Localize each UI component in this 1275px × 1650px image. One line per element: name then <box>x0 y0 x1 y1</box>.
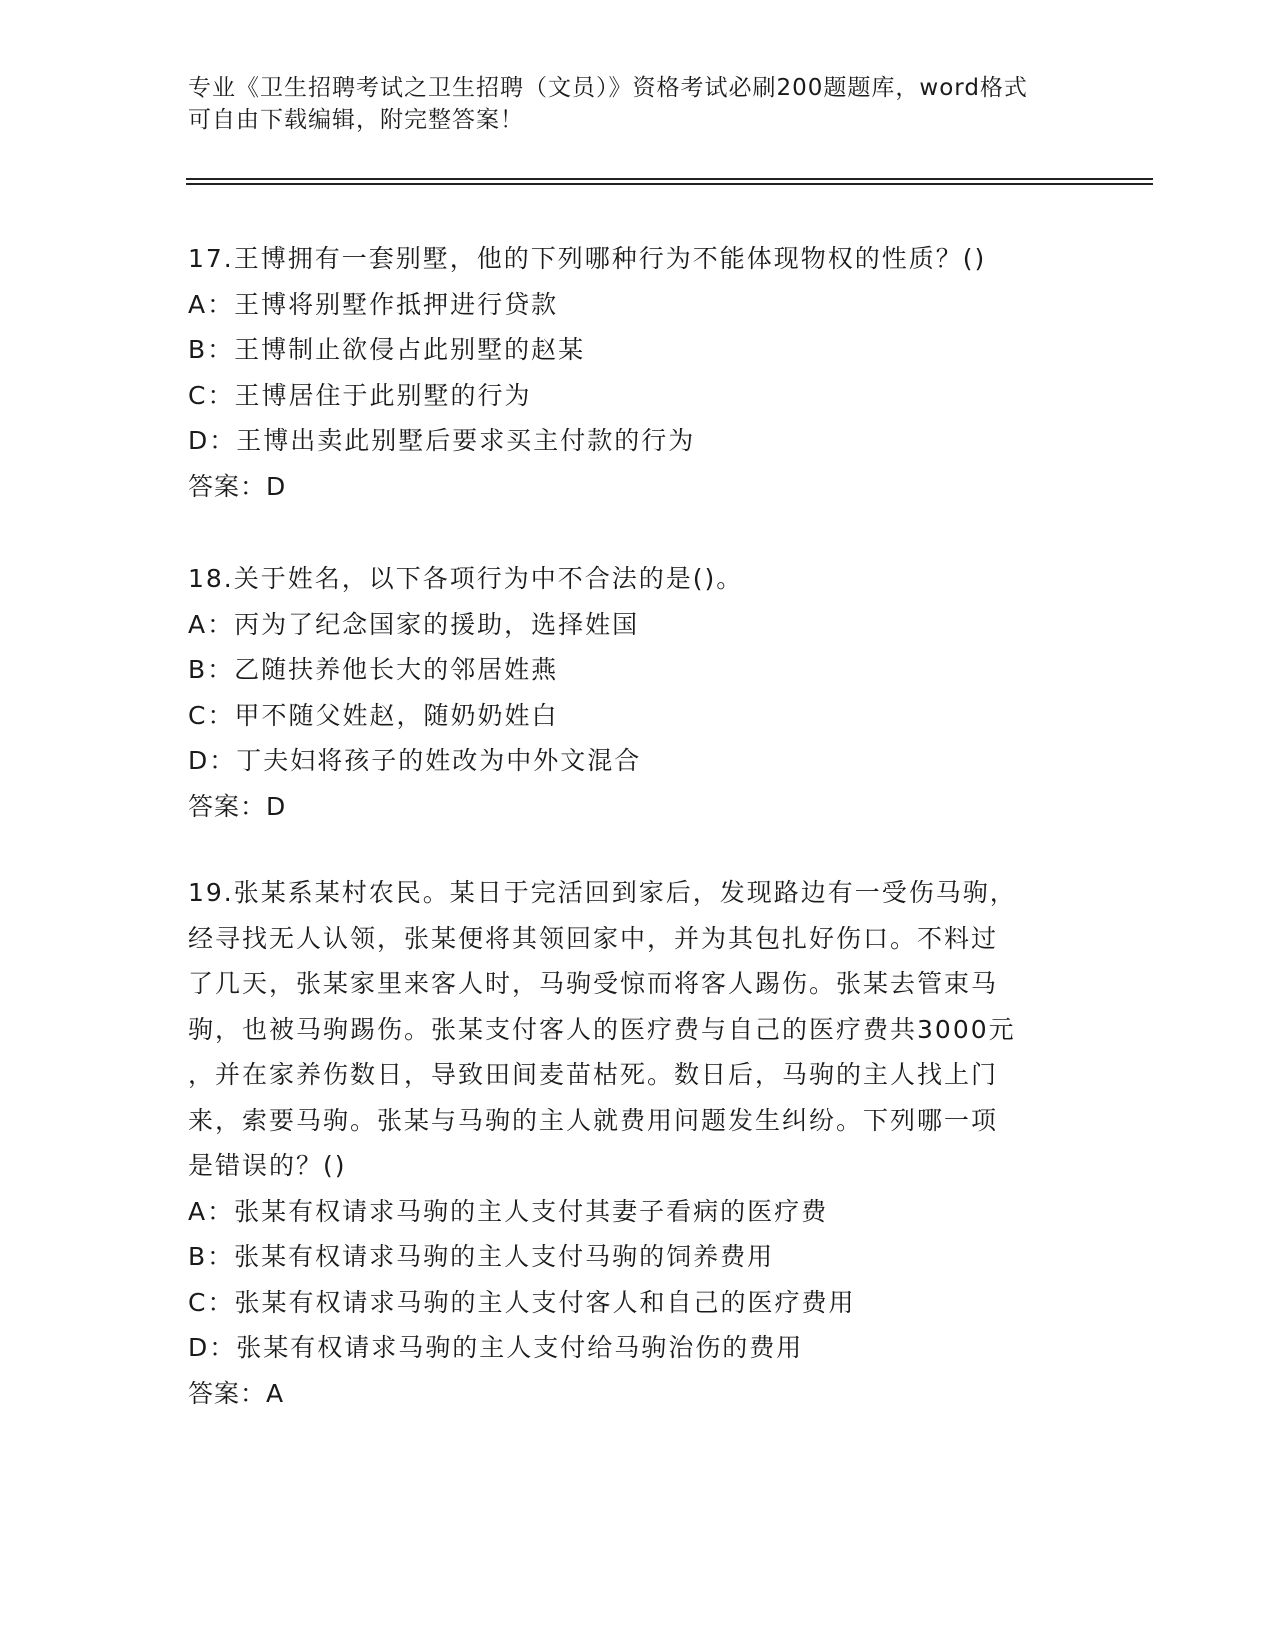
option-c: C：甲不随父姓赵，随奶奶姓白 <box>188 700 559 730</box>
option-a: A：张某有权请求马驹的主人支付其妻子看病的医疗费 <box>188 1196 829 1226</box>
header-line-1: 专业《卫生招聘考试之卫生招聘（文员）》资格考试必刷200题题库，word格式 <box>188 75 1028 101</box>
stem-line: 驹，也被马驹踢伤。张某支付客人的医疗费与自己的医疗费共3000元 <box>188 1014 1016 1044</box>
answer-label: 答案：D <box>188 791 287 821</box>
stem-line: 经寻找无人认领，张某便将其领回家中，并为其包扎好伤口。不料过 <box>188 923 999 953</box>
stem-line: 了几天，张某家里来客人时，马驹受惊而将客人踢伤。张某去管束马 <box>188 969 999 998</box>
stem-line: ，并在家养伤数日，导致田间麦苗枯死。数日后，马驹的主人找上门 <box>188 1060 999 1089</box>
question-17 <box>188 236 1088 509</box>
stem-line: 是错误的？() <box>188 1151 347 1180</box>
option-d: D：丁夫妇将孩子的姓改为中外文混合 <box>188 746 642 775</box>
option-d: D：张某有权请求马驹的主人支付给马驹治伤的费用 <box>188 1333 804 1362</box>
header-divider-top <box>186 178 1153 180</box>
question-stem: 18.关于姓名，以下各项行为中不合法的是()。 <box>188 564 744 593</box>
document-header <box>188 72 1088 136</box>
question-19 <box>188 870 1088 1416</box>
header-line-2: 可自由下载编辑，附完整答案！ <box>188 107 524 133</box>
option-b: B：张某有权请求马驹的主人支付马驹的饲养费用 <box>188 1242 775 1271</box>
stem-line: 来，索要马驹。张某与马驹的主人就费用问题发生纠纷。下列哪一项 <box>188 1105 999 1135</box>
option-a: A：王博将别墅作抵押进行贷款 <box>188 289 559 319</box>
question-18 <box>188 556 1088 829</box>
option-d: D：王博出卖此别墅后要求买主付款的行为 <box>188 426 696 455</box>
option-c: C：张某有权请求马驹的主人支付客人和自己的医疗费用 <box>188 1287 856 1317</box>
question-stem <box>188 870 1088 1189</box>
option-a: A：丙为了纪念国家的援助，选择姓国 <box>188 609 640 639</box>
option-c: C：王博居住于此别墅的行为 <box>188 380 532 410</box>
answer-label: 答案：A <box>188 1378 285 1408</box>
stem-line: 19.张某系某村农民。某日于完活回到家后，发现路边有一受伤马驹， <box>188 878 1017 907</box>
answer-label: 答案：D <box>188 471 287 501</box>
option-b: B：乙随扶养他长大的邻居姓燕 <box>188 655 559 684</box>
option-b: B：王博制止欲侵占此别墅的赵某 <box>188 335 586 364</box>
header-divider-bottom <box>186 183 1153 185</box>
question-stem: 17.王博拥有一套别墅，他的下列哪种行为不能体现物权的性质？() <box>188 244 987 273</box>
